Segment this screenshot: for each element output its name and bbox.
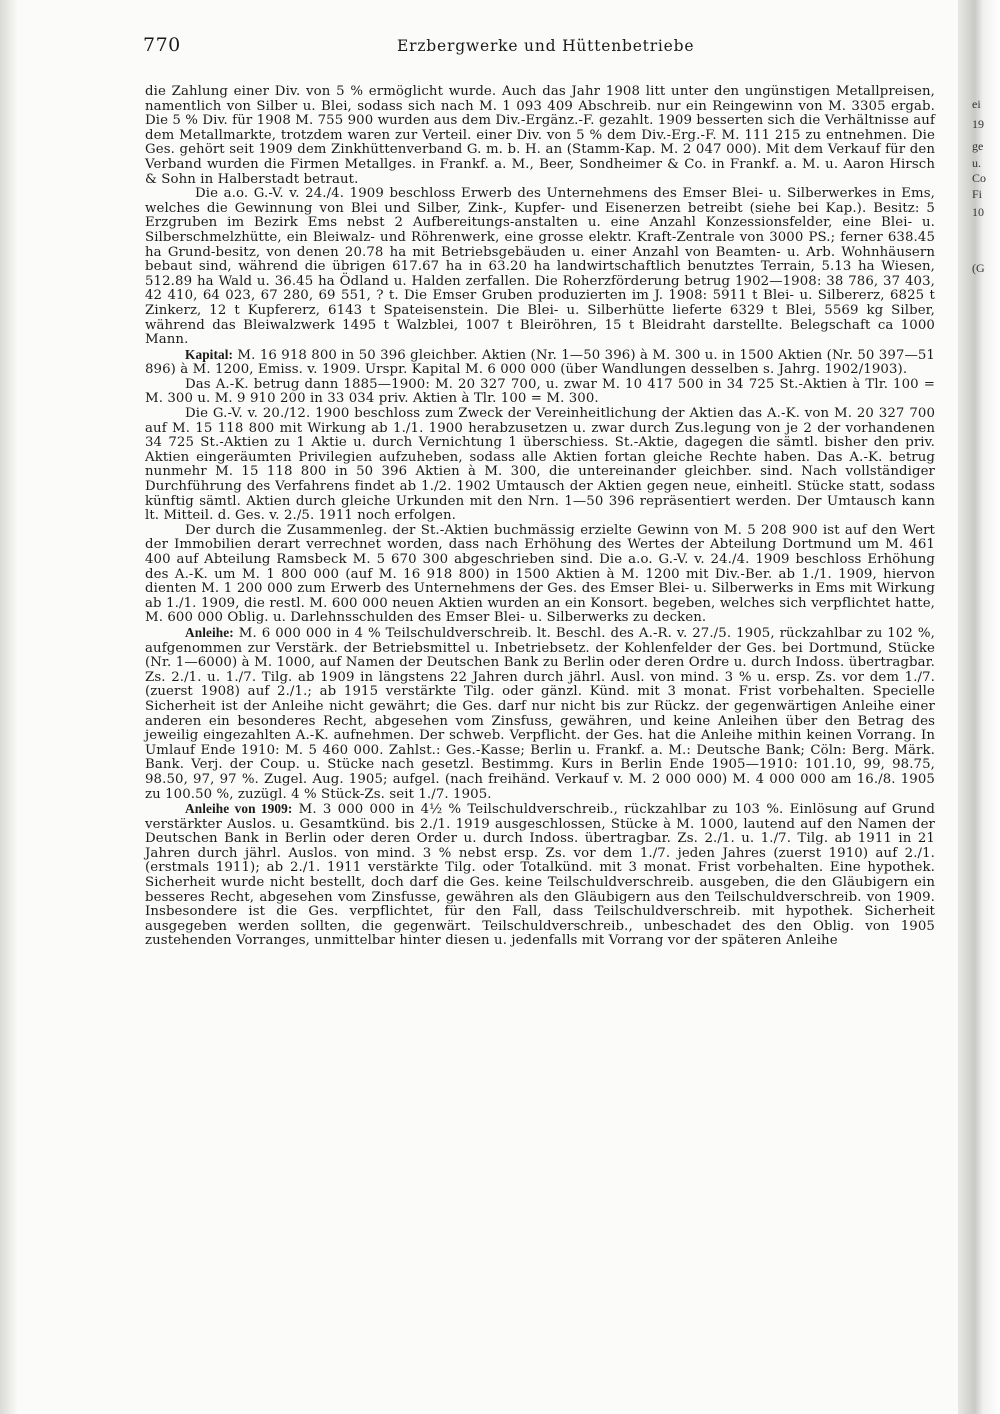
section-heading-kapital: Kapital: <box>185 346 234 362</box>
body-text <box>145 85 935 949</box>
paragraph-ak-1885-1900: Das A.-K. betrug dann 1885—1900: M. 20 327 700, u. zwar M. 10 417 500 in 34 725 St.-Aktien à Tlr. 100 = M. 300 u. M. 9 910 200 in 33 034 priv. Aktien à Tlr. 100 = M. 300. <box>145 376 935 407</box>
running-header <box>143 34 933 58</box>
paragraph-dividend-1908: die Zahlung einer Div. von 5 % ermöglicht wurde. Auch das Jahr 1908 litt unter den ungünstigen Metallpreisen, namentlich von Silber u. Blei, sodass sich nach M. 1 093 409 Abschreib. nur ein Reingewinn von M. 3305 ergab. Die 5 % Div. für 1908 M. 755 900 wurden aus dem Div.-Ergänz.-F. gezahlt. 1909 besserten sich die Verhältnisse auf dem Metallmarkte, trotzdem waren zur Verteil. einer Div. von 5 % dem Div.-Erg.-F. M. 111 215 zu entnehmen. Die Ges. gehört seit 1909 dem Zinkhüttenverband G. m. b. H. an (Stamm-Kap. M. 2 047 000). Mit dem Verkauf für den Verband wurden die Firmen Metallges. in Frankf. a. M., Beer, Sondheimer & Co. in Frankf. a. M. u. Aaron Hirsch & Sohn in Halberstadt betraut. <box>145 84 935 187</box>
paragraph-kapital: Kapital: M. 16 918 800 in 50 396 gleichber. Aktien (Nr. 1—50 396) à M. 300 u. in 1500 Aktien (Nr. 50 397—51 896) à M. 1200, Emiss. v. 1909. Urspr. Kapital M. 6 000 000 (über Wandlungen desselben s. Jahrg. 1902/1903). <box>145 346 935 378</box>
margin-fragment: (G <box>972 261 985 275</box>
section-heading-anleihe-1909: Anleihe von 1909: <box>185 801 293 817</box>
paragraph-gv-1900: Die G.-V. v. 20./12. 1900 beschloss zum Zweck der Vereinheitlichung der Aktien das A.-K. von M. 20 327 700 auf M. 15 118 800 mit Wirkung ab 1./1. 1900 herabzusetzen u. zwar durch Zus.legung von je 2 der vorhandenen 34 725 St.-Aktien zu 1 Aktie u. durch Vernichtung 1 überschiess. St.-Aktie, dagegen die sämtl. bisher den priv. Aktien eingeräumten Privilegien aufzuheben, sodass alle Aktien fortan gleiche Rechte haben. Das A.-K. betrug nunmehr M. 15 118 800 in 50 396 Aktien à M. 300, die untereinander gleichber. sind. Nach vollständiger Durchführung des Verfahrens findet ab 1./2. 1902 Umtausch der Aktien gegen neue, einheitl. Stücke statt, sodass künftig sämtl. Aktien durch gleiche Urkunden mit den Nrn. 1—50 396 repräsentiert werden. Der Umtausch kann lt. Mitteil. d. Ges. v. 2./5. 1911 noch erfolgen. <box>145 406 935 524</box>
page-number: 770 <box>143 34 181 56</box>
gutter-shadow <box>0 0 18 1414</box>
margin-fragment: Fi <box>972 187 983 201</box>
margin-fragment: 19 <box>972 117 984 131</box>
paragraph-zusammenlegung: Der durch die Zusammenleg. der St.-Aktien buchmässig erzielte Gewinn von M. 5 208 900 ist auf den Wert der Immobilien derart verrechnet worden, dass nach Erhöhung des Wertes der Abteilung Dortmund um M. 461 400 auf Abteilung Ramsbeck M. 5 670 300 abgeschrieben sind. Die a.o. G.-V. v. 24./4. 1909 beschloss Erhöhung des A.-K. um M. 1 800 000 (auf M. 16 918 800) in 1500 Aktien à M. 1200 mit Div.-Ber. ab 1./1. 1909, hiervon dienten M. 1 200 000 zum Erwerb des Unternehmens der Ges. des Emser Blei- u. Silberwerks in Ems mit Wirkung ab 1./1. 1909, die restl. M. 600 000 neuen Aktien wurden an ein Konsort. begeben, welches sich verpflichtet hatte, M. 600 000 Oblig. u. Darlehnsschulden des Emser Blei- u. Silberwerks zu decken. <box>145 522 935 626</box>
margin-fragment: ge <box>972 139 984 153</box>
running-title: Erzbergwerke und Hüttenbetriebe <box>397 37 695 55</box>
margin-fragment: ei <box>972 97 981 111</box>
paragraph-ems-acquisition: Die a.o. G.-V. v. 24./4. 1909 beschloss Erwerb des Unternehmens des Emser Blei- u. Silberwerkes in Ems, welches die Gewinnung von Blei und Silber, Zink-, Kupfer- und Eisenerzen betreibt (siehe bei Kap.). Besitz: 5 Erzgruben im Bezirk Ems nebst 2 Aufbereitungs-anstalten u. eine Anzahl Konzessionsfelder, eine Blei- u. Silberschmelzhütte, ein Bleiwalz- und Röhrenwerk, eine grosse elektr. Kraft-Zentrale von 3000 PS.; ferner 638.45 ha Grund-besitz, von denen 20.78 ha mit Betriebsgebäuden u. einer Anzahl von Beamten- u. Arb. Wohnhäusern bebaut sind, während die übrigen 617.67 ha in 63.20 ha landwirtschaftlich benutztes Terrain, 5.13 ha Wiesen, 512.89 ha Wald u. 36.45 ha Ödland u. Halden zerfallen. Die Roherzförderung betrug 1902—1908: 38 786, 37 403, 42 410, 64 023, 67 280, 69 551, ? t. Die Emser Gruben produzierten im J. 1908: 5911 t Blei- u. Silbererz, 6825 t Zinkerz, 12 t Kupfererz, 6143 t Spateisenstein. Die Blei- u. Silberhütte lieferte 6329 t Blei, 5569 kg Silber, während das Bleiwalzwerk 1495 t Walzblei, 1007 t Bleiröhren, 15 t Bleidraht darstellte. Belegschaft ca 1000 Mann. <box>145 186 935 348</box>
facing-page-edge <box>958 0 1000 1414</box>
margin-fragment: Co <box>972 171 987 185</box>
paragraph-anleihe-1905: Anleihe: M. 6 000 000 in 4 % Teilschuldverschreib. lt. Beschl. des A.-R. v. 27./5. 1905, rückzahlbar zu 102 %, aufgenommen zur Verstärk. der Betriebsmittel u. Inbetriebsetz. der Kohlenfelder der Ges. bei Dortmund, Stücke (Nr. 1—6000) à M. 1000, auf Namen der Deutschen Bank zu Berlin oder deren Ordre u. durch Indoss. übertragbar. Zs. 2./1. u. 1./7. Tilg. ab 1909 in längstens 22 Jahren durch jährl. Ausl. von mind. 3 % u. ersp. Zs. vor dem 1./7. (zuerst 1908) auf 2./1.; ab 1915 verstärkte Tilg. oder gänzl. Künd. mit 3 monat. Frist vorbehalten. Specielle Sicherheit ist der Anleihe nicht gewährt; die Ges. darf nur nicht bis zur Rückz. der gegenwärtigen Anleihe einer anderen ein besonderes Recht, abgesehen vom Zinsfuss, gewähren, und keine Anleihen über den Betrag des jeweilig eingezahlten A.-K. aufnehmen. Der schweb. Verpflicht. der Ges. hat die Anleihe mithin keinen Vorrang. In Umlauf Ende 1910: M. 5 460 000. Zahlst.: Ges.-Kasse; Berlin u. Frankf. a. M.: Deutsche Bank; Cöln: Berg. Märk. Bank. Verj. der Coup. u. Stücke nach gesetzl. Bestimmg. Kurs in Berlin Ende 1905—1910: 101.10, 99, 98.75, 98.50, 97, 97 %. Zugel. Aug. 1905; aufgel. (nach freihänd. Verkauf v. M. 2 000 000) M. 4 000 000 am 16./8. 1905 zu 100.50 %, zuzügl. 4 % Stück-Zs. seit 1./7. 1905. <box>145 624 935 802</box>
margin-fragment: u. <box>972 156 981 170</box>
section-heading-anleihe: Anleihe: <box>185 624 234 640</box>
paragraph-anleihe-1909: Anleihe von 1909: M. 3 000 000 in 4½ % Teilschuldverschreib., rückzahlbar zu 103 %. Einlösung auf Grund verstärkter Auslos. u. Gesamtkünd. bis 2./1. 1919 ausgeschlossen, Stücke à M. 1000, lautend auf den Namen der Deutschen Bank in Berlin oder deren Order u. durch Indoss. übertragbar. Zs. 2./1. u. 1./7. Tilg. ab 1911 in 21 Jahren durch jährl. Auslos. von mind. 3 % nebst ersp. Zs. vor dem 1./7. jeden Jahres (zuerst 1910) auf 2./1. (erstmals 1911); ab 2./1. 1911 verstärkte Tilg. oder Totalkünd. mit 3 monat. Frist vorbehalten. Eine hypothek. Sicherheit wurde nicht bestellt, doch darf die Ges. keine Teilschuldverschreib. ausgeben, die den Gläubigern ein besseres Recht, abgesehen vom Zinsfusse, gewähren als den Gläubigern aus den Teilschuldverschreib. von 1909. Insbesondere ist die Ges. verpflichtet, für den Fall, dass Teilschuldverschreib. mit hypothek. Sicherheit ausgegeben werden sollten, die gegenwärt. Teilschuldverschreib., unbeschadet des den Oblig. von 1905 zustehenden Vorranges, unmittelbar hinter diesen u. jedenfalls mit Vorrang vor der späteren Anleihe <box>145 801 935 949</box>
margin-fragment: 10 <box>972 205 984 219</box>
